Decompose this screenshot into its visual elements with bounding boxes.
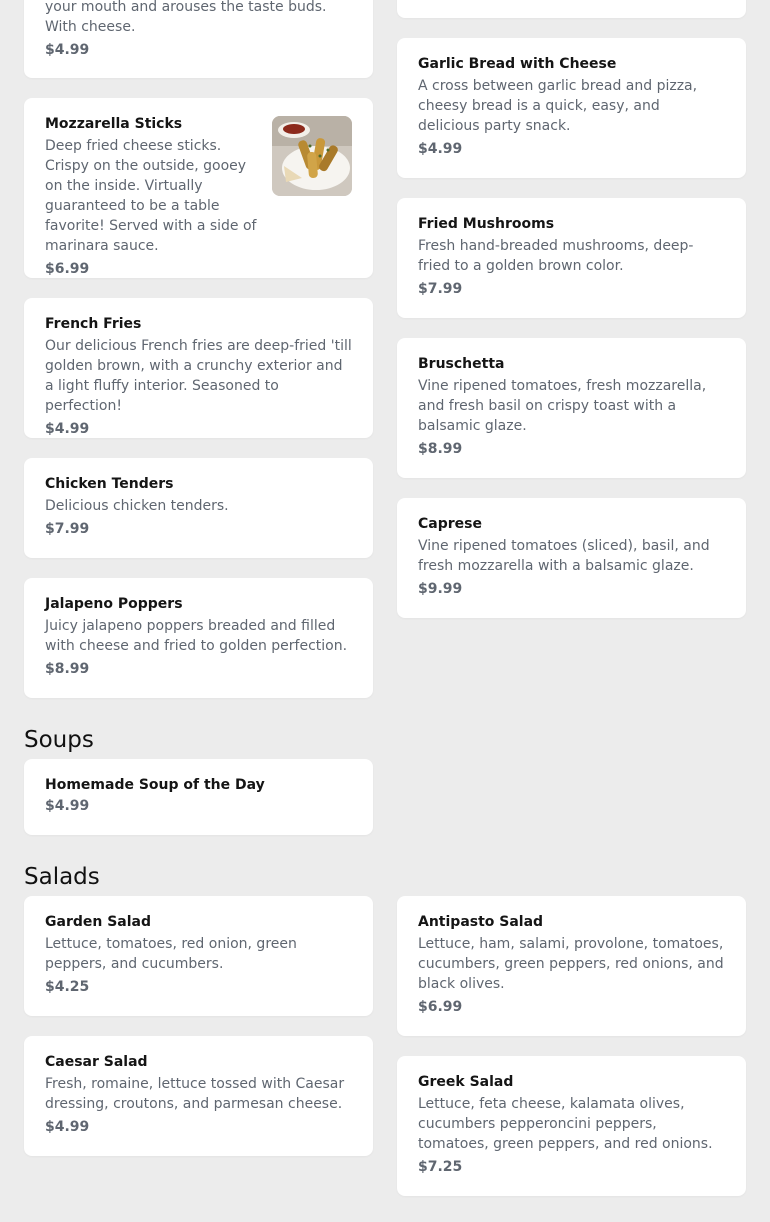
item-price: $9.99 — [418, 581, 463, 597]
section-title-soups: Soups — [24, 727, 94, 753]
item-price: $7.25 — [418, 1159, 463, 1175]
item-description: Our delicious French fries are deep-fried 'till golden brown, with a crunchy exterior and a light fluffy interior. Seasoned to perfection! — [45, 338, 352, 414]
item-name: Caprese — [418, 516, 482, 532]
item-description: Vine ripened tomatoes, fresh mozzarella, and fresh basil on crispy toast with a balsamic glaze. — [418, 378, 707, 434]
menu-item-card[interactable] — [397, 0, 746, 18]
menu-item-card[interactable] — [24, 0, 373, 78]
item-price: $8.99 — [418, 441, 463, 457]
menu-item-card[interactable] — [24, 1036, 373, 1156]
item-description: Juicy jalapeno poppers breaded and filled with cheese and fried to golden perfection. — [45, 618, 348, 654]
item-description: Fresh hand-breaded mushrooms, deep-fried to a golden brown color. — [418, 238, 694, 274]
item-name: Bruschetta — [418, 356, 505, 372]
item-price: $7.99 — [45, 521, 90, 537]
item-price: $4.99 — [45, 1119, 90, 1135]
item-name: French Fries — [45, 316, 142, 332]
menu-item-card[interactable] — [24, 458, 373, 558]
item-price: $4.99 — [45, 42, 90, 58]
item-price: $7.99 — [418, 281, 463, 297]
item-description: Lettuce, tomatoes, red onion, green peppers, and cucumbers. — [45, 936, 297, 972]
menu-item-card[interactable] — [24, 98, 373, 278]
item-price: $8.99 — [45, 661, 90, 677]
mozzarella-sticks-photo — [272, 116, 352, 196]
menu-item-card[interactable] — [24, 298, 373, 438]
item-price: $6.99 — [418, 999, 463, 1015]
item-description: Deep fried cheese sticks. Crispy on the outside, gooey on the inside. Virtually guaranteed to be a table favorite! Served with a side of marinara sauce. — [45, 138, 257, 254]
item-price: $4.99 — [45, 421, 90, 437]
item-name: Greek Salad — [418, 1074, 514, 1090]
item-name: Garden Salad — [45, 914, 151, 930]
menu-item-card[interactable] — [397, 198, 746, 318]
menu-item-card[interactable] — [397, 896, 746, 1036]
item-name: Homemade Soup of the Day — [45, 777, 265, 793]
item-description: Lettuce, feta cheese, kalamata olives, cucumbers pepperoncini peppers, tomatoes, green peppers, and red onions. — [418, 1096, 713, 1152]
food-photo-icon — [272, 116, 352, 196]
item-description: A cross between garlic bread and pizza, cheesy bread is a quick, easy, and delicious party snack. — [418, 78, 698, 134]
item-name: Fried Mushrooms — [418, 216, 555, 232]
item-price: $4.25 — [45, 979, 90, 995]
item-name: Antipasto Salad — [418, 914, 544, 930]
item-price: $4.99 — [45, 798, 90, 814]
item-name: Chicken Tenders — [45, 476, 174, 492]
section-title-salads: Salads — [24, 864, 100, 890]
menu-item-card[interactable] — [397, 338, 746, 478]
menu-item-card[interactable] — [397, 38, 746, 178]
item-price: $4.99 — [418, 141, 463, 157]
item-description: Delicious chicken tenders. — [45, 498, 229, 514]
item-description: Lettuce, ham, salami, provolone, tomatoes, cucumbers, green peppers, red onions, and black olives. — [418, 936, 724, 992]
item-price: $6.99 — [45, 261, 90, 277]
menu-item-card[interactable] — [24, 759, 373, 835]
item-name: Mozzarella Sticks — [45, 116, 183, 132]
menu-item-card[interactable] — [24, 578, 373, 698]
item-description: Fresh, romaine, lettuce tossed with Caesar dressing, croutons, and parmesan cheese. — [45, 1076, 345, 1112]
menu-item-card[interactable] — [397, 498, 746, 618]
item-name: Caesar Salad — [45, 1054, 148, 1070]
item-name: Jalapeno Poppers — [45, 596, 183, 612]
menu-item-card[interactable] — [24, 896, 373, 1016]
item-description: Vine ripened tomatoes (sliced), basil, and fresh mozzarella with a balsamic glaze. — [418, 538, 710, 574]
item-description: your mouth and arouses the taste buds. With cheese. — [45, 0, 327, 35]
menu-item-card[interactable] — [397, 1056, 746, 1196]
item-name: Garlic Bread with Cheese — [418, 56, 617, 72]
